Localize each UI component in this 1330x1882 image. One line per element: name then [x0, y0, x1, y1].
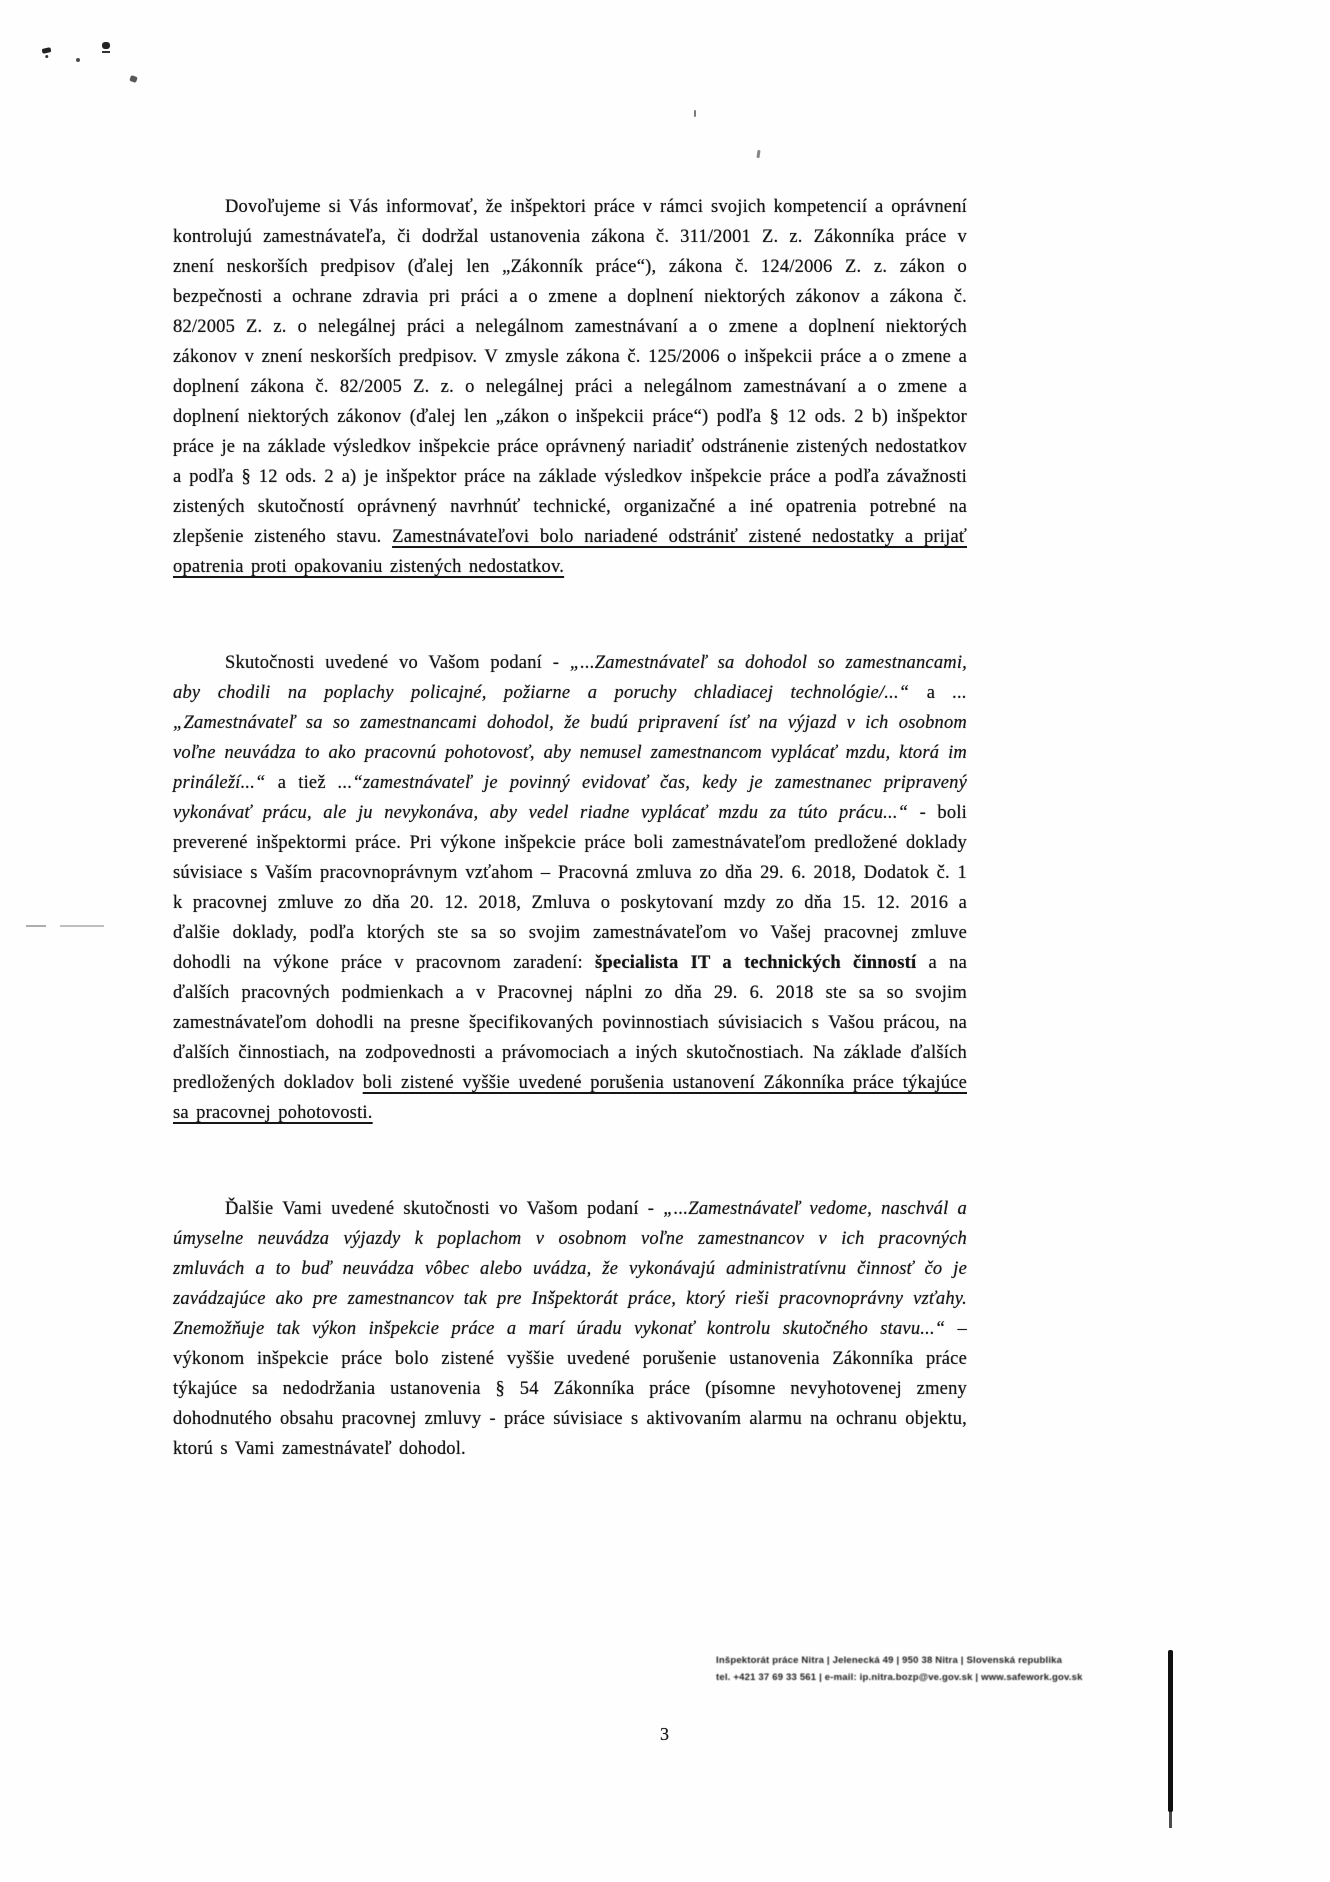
text-segment: a tiež	[277, 773, 326, 793]
ink-speck	[694, 110, 696, 117]
quoted-text-segment: ...“zamestnávateľ je povinný evidovať čas, kedy je zamestnanec pripravený vykonávať prácu, ale ju nevykonáva, aby vedel riadne vyplácať mzdu za túto prácu...“	[173, 773, 968, 823]
ink-speck	[756, 150, 760, 158]
ink-speck	[42, 47, 52, 54]
text-segment: – výkonom inšpekcie práce bolo zistené vyššie uvedené porušenie ustanovenia Zákonníka práce týkajúce sa nedodržania ustanovenia § 54 Zákonníka práce (písomne nevyhotovenej zmeny dohodnutého obsahu pracovnej zmluvy - práce súvisiace s aktivovaním alarmu na ochranu objektu, ktorú s Vami zamestnávateľ dohodol.	[173, 1319, 967, 1459]
paragraph-1	[173, 192, 967, 582]
letterhead-footer	[716, 1652, 1083, 1686]
bold-text-segment: špecialista IT a technických činností	[595, 953, 917, 973]
quoted-text-segment: „...Zamestnávateľ sa dohodol so zamestnancami, aby chodili na poplachy policajné, požiarne a poruchy chladiacej technológie/...“	[173, 653, 968, 703]
paragraph-3	[173, 1194, 967, 1464]
text-segment: Ďalšie Vami uvedené skutočnosti vo Vašom podaní -	[225, 1199, 655, 1219]
footer-contact-line: tel. +421 37 69 33 561 | e-mail: ip.nitra.bozp@ve.gov.sk | www.safework.gov.sk	[716, 1672, 1083, 1683]
margin-scan-mark	[26, 925, 46, 927]
ink-speck	[102, 42, 110, 49]
ink-speck	[76, 58, 80, 62]
letter-body	[173, 192, 967, 1530]
text-segment: Skutočnosti uvedené vo Vašom podaní -	[225, 653, 560, 673]
ink-speck	[129, 75, 138, 83]
scan-artifact-vertical-bar	[1168, 1650, 1173, 1812]
text-segment: a	[926, 683, 936, 703]
text-segment: - boli preverené inšpektormi práce. Pri výkone inšpekcie práce boli zamestnávateľom predložené doklady súvisiace s Vaším pracovnoprávnym vzťahom – Pracovná zmluva zo dňa 29. 6. 2018, Dodatok č. 1 k pracovnej zmluve zo dňa 20. 12. 2018, Zmluva o poskytovaní mzdy zo dňa 15. 12. 2016 a ďalšie doklady, podľa ktorých ste sa so svojim zamestnávateľom vo Vašej pracovnej zmluve dohodli na výkone práce v pracovnom zaradení:	[173, 803, 968, 973]
footer-address-line: Inšpektorát práce Nitra | Jelenecká 49 | 950 38 Nitra | Slovenská republika	[716, 1655, 1063, 1666]
text-segment: a na ďalších pracovných podmienkach a v Pracovnej náplni zo dňa 29. 6. 2018 ste sa so svojim zamestnávateľom dohodli na presne špecifikovaných povinnostiach súvisiacich s Vašou prácou, na ďalších činnostiach, na zodpovednosti a právomociach a iných skutočnostiach. Na základe ďalších predložených dokladov	[173, 953, 968, 1093]
text-segment: Dovoľujeme si Vás informovať, že inšpektori práce v rámci svojich kompetencií a oprávnení kontrolujú zamestnávateľa, či dodržal ustanovenia zákona č. 311/2001 Z. z. Zákonníka práce v znení neskorších predpisov (ďalej len „Zákonník práce“), zákona č. 124/2006 Z. z. zákon o bezpečnosti a ochrane zdravia pri práci a o zmene a doplnení niektorých zákonov a zákona č. 82/2005 Z. z. o nelegálnej práci a nelegálnom zamestnávaní a o zmene a doplnení niektorých zákonov v znení neskorších predpisov. V zmysle zákona č. 125/2006 o inšpekcii práce a o zmene a doplnení zákona č. 82/2005 Z. z. o nelegálnej práci a nelegálnom zamestnávaní a o zmene a doplnení niektorých zákonov (ďalej len „zákon o inšpekcii práce“) podľa § 12 ods. 2 b) inšpektor práce je na základe výsledkov inšpekcie práce oprávnený nariadiť odstránenie zistených nedostatkov a podľa § 12 ods. 2 a) je inšpektor práce na základe výsledkov inšpekcie práce a podľa závažnosti zistených skutočností oprávnený navrhnúť technické, organizačné a iné opatrenia potrebné na zlepšenie zisteného stavu.	[173, 197, 967, 547]
page-number: 3	[660, 1724, 669, 1744]
paragraph-2	[173, 648, 967, 1128]
underlined-text-segment: Zamestnávateľovi bolo nariadené odstrániť zistené nedostatky a prijať opatrenia proti opakovaniu zistených nedostatkov.	[173, 527, 967, 577]
quoted-text-segment: „...Zamestnávateľ vedome, naschvál a úmyselne neuvádza výjazdy k poplachom v osobnom voľne zamestnancov v ich pracovných zmluvách a to buď neuvádza vôbec alebo uvádza, že vykonávajú administratívnu činnosť čo je zavádzajúce ako pre zamestnancov tak pre Inšpektorát práce, ktorý rieši pracovnoprávny vzťahy. Znemožňuje tak výkon inšpekcie práce a marí úradu vykonať kontrolu skutočného stavu...“	[173, 1199, 967, 1339]
underlined-text-segment: boli zistené vyššie uvedené porušenia ustanovení Zákonníka práce týkajúce sa pracovnej pohotovosti.	[173, 1073, 967, 1123]
quoted-text-segment: ...„Zamestnávateľ sa so zamestnancami dohodol, že budú pripravení ísť na výjazd v ich osobnom voľne neuvádza to ako pracovnú pohotovosť, aby nemusel zamestnancom vyplácať mzdu, ktorá im prináleží...“	[173, 683, 968, 793]
